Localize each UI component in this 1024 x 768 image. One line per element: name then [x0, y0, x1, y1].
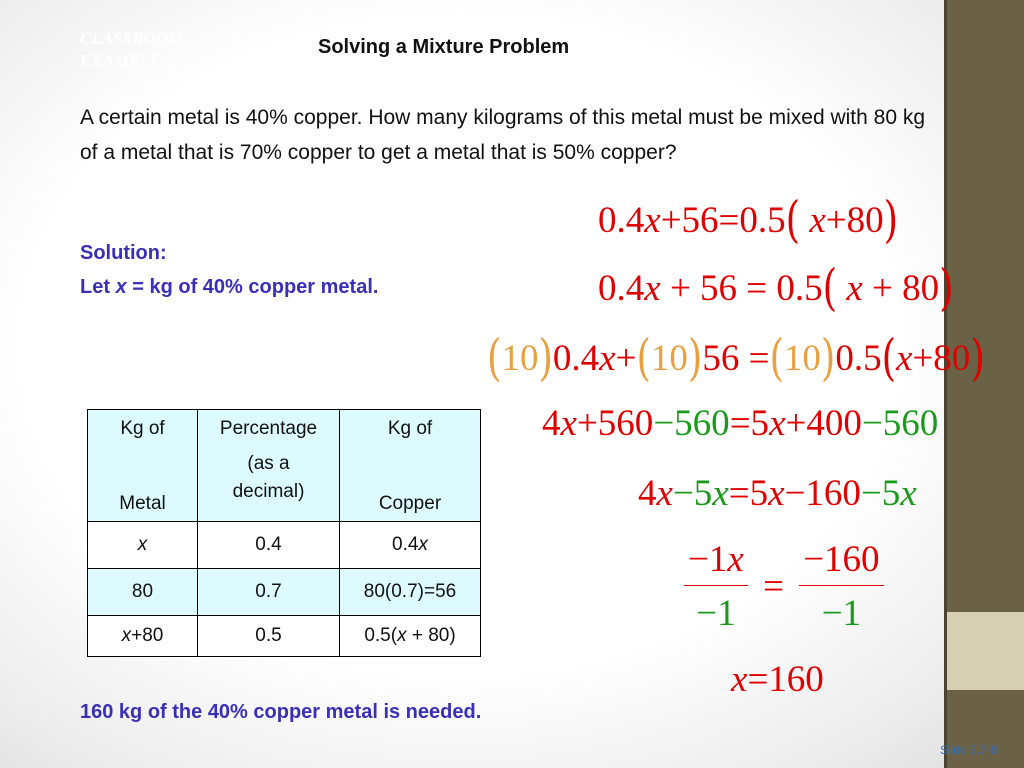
classroom-example-label: CLASSROOM EXAMPLE — [80, 29, 183, 70]
table-row — [88, 522, 481, 569]
sidebar-band — [947, 612, 1024, 690]
table-header-row — [88, 410, 481, 522]
cell-pct: 0.4 — [198, 522, 340, 569]
slide-number: Slide 2.7-8 — [940, 743, 998, 757]
slide-title: Solving a Mixture Problem — [318, 36, 570, 58]
fraction-left: $\frac{-1x}{-1}$ — [684, 538, 748, 635]
cell-metal: x+80 — [88, 616, 198, 657]
equation-step-2: 0.4x + 56 = 0.5( x + 80) — [598, 258, 954, 317]
equation-step-5: 4x−5x=5x−160−5x — [638, 473, 917, 514]
table-row — [88, 569, 481, 616]
cell-metal: 80 — [88, 569, 198, 616]
cell-metal: x — [88, 522, 198, 569]
equation-step-7: x=160 — [731, 659, 824, 700]
equation-step-1: 0.4x+56=0.5( x+80) — [598, 190, 899, 249]
equation-step-4: 4x+560−560=5x+400−560 — [542, 403, 939, 444]
fraction-right: $\frac{-160}{-1}$ — [799, 538, 883, 635]
header-cell-metal: Kg of Metal — [88, 410, 198, 522]
solution-block — [80, 236, 378, 304]
let-statement: Let x = kg of 40% copper metal. — [80, 276, 379, 298]
solution-label: Solution: — [80, 242, 167, 264]
answer-statement: 160 kg of the 40% copper metal is needed. — [80, 701, 482, 723]
table-row — [88, 616, 481, 657]
cell-copper: 0.5(x + 80) — [340, 616, 481, 657]
cell-copper: 80(0.7)=56 — [340, 569, 481, 616]
equation-step-6: $\frac{-1x}{-1}$ = $\frac{-160}{-1}$ — [684, 538, 884, 635]
equation-step-3: (10)0.4x+(10)56 =(10)0.5(x+80) — [487, 328, 985, 387]
problem-statement: A certain metal is 40% copper. How many kilograms of this metal must be mixed with 80 kg of a metal that is 70% copper to get a metal that is 50% copper? — [80, 106, 926, 164]
header-cell-percentage: Percentage (as a decimal) — [198, 410, 340, 522]
cell-copper: 0.4x — [340, 522, 481, 569]
mixture-table — [87, 409, 481, 657]
cell-pct: 0.5 — [198, 616, 340, 657]
cell-pct: 0.7 — [198, 569, 340, 616]
header-cell-copper: Kg of Copper — [340, 410, 481, 522]
